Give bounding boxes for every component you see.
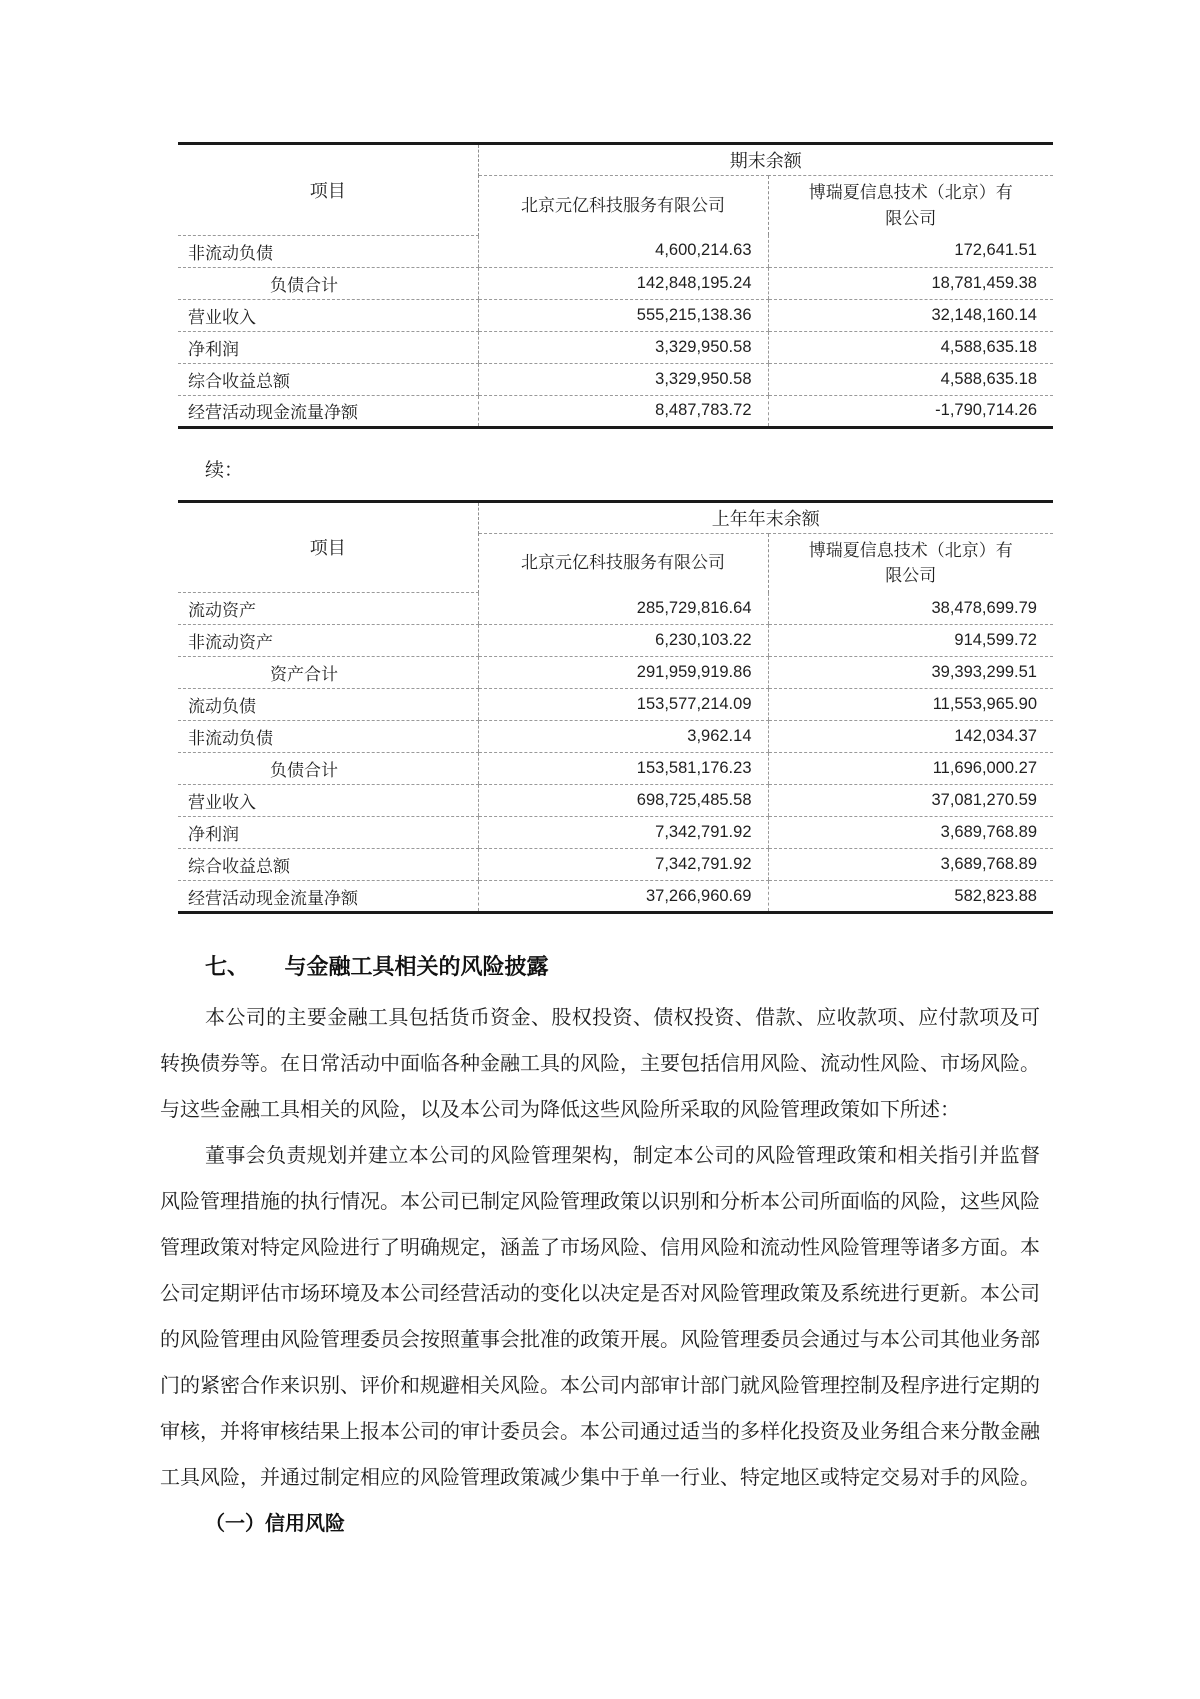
table-row — [178, 235, 1053, 267]
company-1-value: 142,848,195.24 — [478, 267, 768, 299]
paragraph-financial-instruments: 本公司的主要金融工具包括货币资金、股权投资、债权投资、借款、应收款项、应付款项及可转换债券等。在日常活动中面临各种金融工具的风险，主要包括信用风险、流动性风险、市场风险。与这些金融工具相关的风险，以及本公司为降低这些风险所采取的风险管理政策如下所述： — [160, 1007, 1040, 1121]
row-label: 经营活动现金流量净额 — [188, 888, 358, 908]
table-row — [178, 849, 1053, 881]
row-label: 综合收益总额 — [178, 363, 478, 395]
company-1-value: 285,729,816.64 — [478, 593, 768, 625]
body-text — [160, 995, 1040, 1547]
row-label: 负债合计 — [178, 753, 478, 785]
company-1-value: 698,725,485.58 — [478, 785, 768, 817]
company-2-value: 4,588,635.18 — [768, 331, 1053, 363]
paragraph-risk-management: 董事会负责规划并建立本公司的风险管理架构，制定本公司的风险管理政策和相关指引并监督风险管理措施的执行情况。本公司已制定风险管理政策以识别和分析本公司所面临的风险，这些风险管理政策对特定风险进行了明确规定，涵盖了市场风险、信用风险和流动性风险管理等诸多方面。本公司定期评估市场环境及本公司经营活动的变化以决定是否对风险管理政策及系统进行更新。本公司的风险管理由风险管理委员会按照董事会批准的政策开展。风险管理委员会通过与本公司其他业务部门的紧密合作来识别、评价和规避相关风险。本公司内部审计部门就风险管理控制及程序进行定期的审核，并将审核结果上报本公司的审计委员会。本公司通过适当的多样化投资及业务组合来分散金融工具风险，并通过制定相应的风险管理政策减少集中于单一行业、特定地区或特定交易对手的风险。 — [160, 1145, 1040, 1489]
company-2-value: 172,641.51 — [768, 235, 1053, 267]
row-label: 净利润 — [178, 817, 478, 849]
row-label: 非流动负债 — [178, 235, 478, 267]
row-label: 非流动负债 — [178, 721, 478, 753]
company-2-value: 3,689,768.89 — [768, 817, 1053, 849]
company-1-value: 555,215,138.36 — [478, 299, 768, 331]
company-2-value: 37,081,270.59 — [768, 785, 1053, 817]
row-label: 资产合计 — [178, 657, 478, 689]
table-row — [178, 625, 1053, 657]
section-heading — [160, 950, 1040, 981]
company-1-value: 153,577,214.09 — [478, 689, 768, 721]
section-number: 七、 — [205, 954, 250, 979]
table-row — [178, 785, 1053, 817]
item-column-header: 项目 — [178, 144, 478, 236]
company-2-value: 39,393,299.51 — [768, 657, 1053, 689]
table-header-group — [178, 501, 1053, 593]
row-label: 综合收益总额 — [178, 849, 478, 881]
company-2-value: 3,689,768.89 — [768, 849, 1053, 881]
item-column-header: 项目 — [178, 501, 478, 593]
company-1-value: 37,266,960.69 — [478, 881, 768, 913]
row-label: 流动负债 — [178, 689, 478, 721]
period-end-balance-table — [178, 142, 1053, 429]
prior-year-balance-table — [178, 500, 1053, 915]
section-title: 与金融工具相关的风险披露 — [284, 954, 549, 979]
group-column-header: 期末余额 — [478, 144, 1053, 176]
table-row — [178, 689, 1053, 721]
company-2-header: 博瑞夏信息技术（北京）有限公司 — [768, 176, 1053, 236]
company-2-value: 4,588,635.18 — [768, 363, 1053, 395]
table-row — [178, 753, 1053, 785]
company-2-value: 11,696,000.27 — [768, 753, 1053, 785]
company-2-header: 博瑞夏信息技术（北京）有限公司 — [768, 533, 1053, 593]
table-row — [178, 331, 1053, 363]
subsection-heading-credit-risk: （一）信用风险 — [205, 1513, 345, 1535]
table-header-group — [178, 144, 1053, 236]
table-row — [178, 363, 1053, 395]
table-row — [178, 267, 1053, 299]
company-2-value: 142,034.37 — [768, 721, 1053, 753]
table-header-row — [178, 501, 1053, 533]
table-row — [178, 299, 1053, 331]
company-1-value: 153,581,176.23 — [478, 753, 768, 785]
company-1-value: 3,962.14 — [478, 721, 768, 753]
table-body — [178, 235, 1053, 427]
row-label: 净利润 — [178, 331, 478, 363]
table-row — [178, 881, 1053, 913]
company-1-value: 3,329,950.58 — [478, 331, 768, 363]
row-label: 营业收入 — [178, 785, 478, 817]
company-2-value: 11,553,965.90 — [768, 689, 1053, 721]
row-label: 营业收入 — [178, 299, 478, 331]
group-column-header: 上年年末余额 — [478, 501, 1053, 533]
company-1-value: 4,600,214.63 — [478, 235, 768, 267]
table-body — [178, 593, 1053, 913]
row-label: 经营活动现金流量净额 — [188, 403, 358, 422]
row-label: 流动资产 — [178, 593, 478, 625]
company-1-value: 8,487,783.72 — [478, 395, 768, 427]
company-1-value: 7,342,791.92 — [478, 849, 768, 881]
company-1-value: 3,329,950.58 — [478, 363, 768, 395]
company-1-header: 北京元亿科技服务有限公司 — [521, 553, 725, 573]
row-label: 负债合计 — [178, 267, 478, 299]
table-row — [178, 657, 1053, 689]
table-row — [178, 593, 1053, 625]
table-row — [178, 721, 1053, 753]
company-1-value: 6,230,103.22 — [478, 625, 768, 657]
company-2-value: 582,823.88 — [768, 881, 1053, 913]
company-1-value: 7,342,791.92 — [478, 817, 768, 849]
company-2-value: 32,148,160.14 — [768, 299, 1053, 331]
table-row — [178, 817, 1053, 849]
company-1-value: 291,959,919.86 — [478, 657, 768, 689]
company-2-value: 18,781,459.38 — [768, 267, 1053, 299]
table-header-row — [178, 144, 1053, 176]
continued-label: 续： — [205, 459, 244, 481]
row-label: 非流动资产 — [178, 625, 478, 657]
company-1-header: 北京元亿科技服务有限公司 — [521, 195, 725, 215]
company-2-value: 914,599.72 — [768, 625, 1053, 657]
company-2-value: 38,478,699.79 — [768, 593, 1053, 625]
table-row — [178, 395, 1053, 427]
company-2-value: -1,790,714.26 — [768, 395, 1053, 427]
